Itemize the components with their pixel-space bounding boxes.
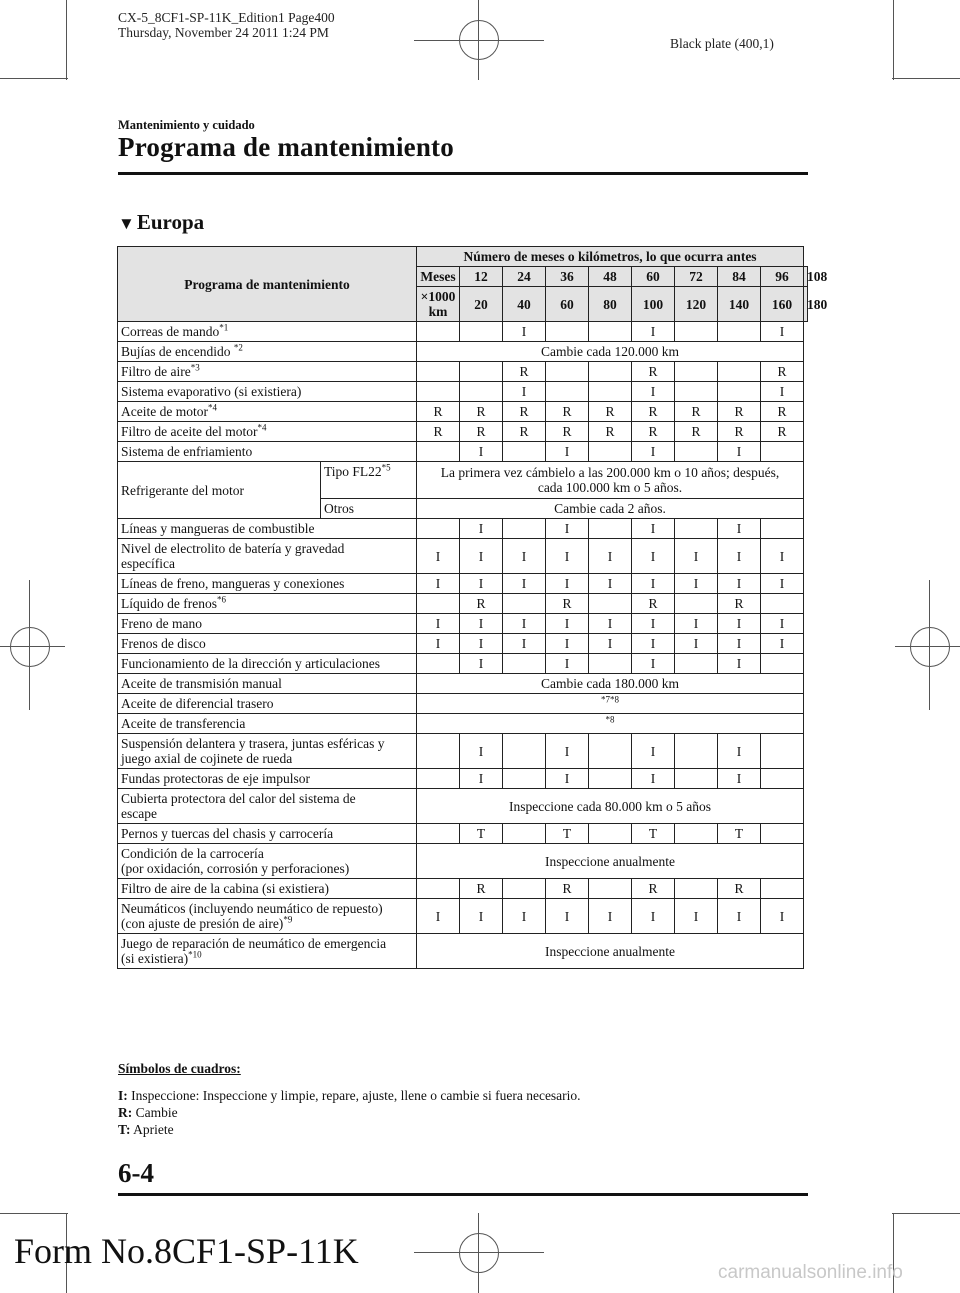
interval-cell: I (761, 539, 804, 574)
interval-cell (761, 442, 804, 462)
interval-cell (589, 734, 632, 769)
interval-cell: I (546, 442, 589, 462)
interval-cell: R (546, 422, 589, 442)
form-number: Form No.8CF1-SP-11K (14, 1231, 359, 1271)
interval-cell (589, 769, 632, 789)
table-row (118, 519, 808, 539)
interval-cell: I (718, 899, 761, 934)
header-interval-cell: 84 (718, 267, 761, 287)
interval-cell: I (546, 634, 589, 654)
interval-cell (675, 654, 718, 674)
interval-cell: I (718, 539, 761, 574)
interval-cell (761, 824, 804, 844)
interval-cell: I (460, 734, 503, 769)
interval-cell (675, 594, 718, 614)
interval-cell: I (503, 539, 546, 574)
header-interval-cell: 96 (761, 267, 804, 287)
interval-cell (675, 824, 718, 844)
interval-cell: I (460, 539, 503, 574)
interval-cell (460, 382, 503, 402)
header-interval-cell: 100 (632, 287, 675, 322)
row-label: Nivel de electrolito de batería y gravedad específica (118, 539, 417, 574)
interval-cell: R (632, 402, 675, 422)
interval-cell: R (632, 362, 675, 382)
interval-cell: I (460, 614, 503, 634)
row-label: Neumáticos (incluyendo neumático de repuesto) (con ajuste de presión de aire)$^{*9}$ (118, 899, 417, 934)
interval-cell: I (417, 614, 460, 634)
interval-cell: R (503, 362, 546, 382)
interval-cell: R (460, 594, 503, 614)
interval-cell: I (546, 519, 589, 539)
table-row (118, 574, 808, 594)
header-interval-cell: 140 (718, 287, 761, 322)
interval-cell: I (632, 539, 675, 574)
table-row (118, 342, 808, 362)
interval-cell (675, 382, 718, 402)
interval-cell: I (675, 539, 718, 574)
interval-cell: R (632, 879, 675, 899)
interval-cell: I (675, 634, 718, 654)
interval-cell: I (546, 769, 589, 789)
legend-item: T: Apriete (118, 1122, 174, 1137)
row-sublabel: Otros (321, 499, 417, 519)
interval-cell: I (718, 654, 761, 674)
header-interval-cell: 80 (589, 287, 632, 322)
interval-cell (589, 322, 632, 342)
row-label: Aceite de motor$^{*4}$ (118, 402, 417, 422)
interval-cell (546, 382, 589, 402)
interval-cell (503, 734, 546, 769)
region-heading (118, 210, 204, 235)
interval-cell (417, 654, 460, 674)
header-interval-cell: 24 (503, 267, 546, 287)
header-interval-cell: 48 (589, 267, 632, 287)
interval-cell (675, 442, 718, 462)
section-label: Mantenimiento y cuidado (118, 118, 255, 132)
interval-cell: R (675, 402, 718, 422)
interval-cell: I (761, 574, 804, 594)
table-row (118, 422, 808, 442)
page-title: Programa de mantenimiento (118, 132, 454, 162)
row-span-cell: Cambie cada 120.000 km (417, 342, 804, 362)
interval-cell: I (718, 734, 761, 769)
table-row (118, 539, 808, 574)
header-interval-cell: 36 (546, 267, 589, 287)
interval-cell (417, 519, 460, 539)
print-plate-label: Black plate (400,1) (670, 36, 774, 51)
interval-cell: R (632, 594, 675, 614)
interval-cell: I (761, 634, 804, 654)
interval-cell (718, 322, 761, 342)
header-row-title (118, 247, 808, 267)
table-row (118, 694, 808, 714)
row-label: Juego de reparación de neumático de emergencia (si existiera)$^{*10}$ (118, 934, 417, 969)
interval-cell (761, 879, 804, 899)
interval-cell (417, 442, 460, 462)
table-row (118, 402, 808, 422)
interval-cell: I (718, 634, 761, 654)
interval-cell: R (718, 422, 761, 442)
table-row (118, 462, 808, 499)
interval-cell: T (546, 824, 589, 844)
row-label: Sistema de enfriamiento (118, 442, 417, 462)
table-row (118, 654, 808, 674)
row-label: Correas de mando$^{*1}$ (118, 322, 417, 342)
row-label: Líneas de freno, mangueras y conexiones (118, 574, 417, 594)
interval-cell (675, 879, 718, 899)
interval-cell (675, 734, 718, 769)
interval-cell: I (503, 899, 546, 934)
title-rule (118, 172, 808, 175)
interval-cell: I (589, 634, 632, 654)
interval-cell: I (546, 654, 589, 674)
table-row (118, 714, 808, 734)
table-row (118, 899, 808, 934)
region-heading-text: Europa (136, 210, 205, 234)
interval-cell: I (417, 539, 460, 574)
interval-cell: I (675, 614, 718, 634)
row-span-cell: Inspeccione anualmente (417, 844, 804, 879)
interval-cell: I (546, 614, 589, 634)
row-label: Fundas protectoras de eje impulsor (118, 769, 417, 789)
header-corner: Programa de mantenimiento (118, 247, 417, 322)
row-label: Frenos de disco (118, 634, 417, 654)
interval-cell (675, 322, 718, 342)
table-row (118, 674, 808, 694)
interval-cell: I (589, 899, 632, 934)
row-label: Condición de la carrocería (por oxidación, corrosión y perforaciones) (118, 844, 417, 879)
interval-cell: I (460, 442, 503, 462)
interval-cell (675, 519, 718, 539)
interval-cell (503, 824, 546, 844)
row-span-cell: Cambie cada 180.000 km (417, 674, 804, 694)
table-row (118, 362, 808, 382)
interval-cell: R (503, 422, 546, 442)
table-row (118, 382, 808, 402)
interval-cell: R (761, 362, 804, 382)
maintenance-table (117, 246, 828, 969)
header-interval-cell: 72 (675, 267, 718, 287)
table-row (118, 734, 808, 769)
header-interval-cell: 60 (632, 267, 675, 287)
interval-cell: I (546, 734, 589, 769)
interval-cell (718, 382, 761, 402)
interval-cell (417, 362, 460, 382)
interval-cell: I (718, 769, 761, 789)
interval-cell: I (632, 382, 675, 402)
row-label: Funcionamiento de la dirección y articulaciones (118, 654, 417, 674)
bottom-rule (118, 1193, 808, 1196)
interval-cell (589, 654, 632, 674)
interval-cell: I (503, 614, 546, 634)
table-row (118, 769, 808, 789)
interval-cell: I (761, 322, 804, 342)
interval-cell: I (546, 539, 589, 574)
interval-cell: I (503, 322, 546, 342)
row-label: Refrigerante del motor (118, 462, 321, 519)
interval-cell: I (546, 899, 589, 934)
interval-cell: I (589, 614, 632, 634)
interval-cell (417, 382, 460, 402)
interval-cell: R (718, 594, 761, 614)
interval-cell: I (632, 769, 675, 789)
interval-cell: I (632, 519, 675, 539)
table-row (118, 789, 808, 824)
table-row (118, 634, 808, 654)
interval-cell (718, 362, 761, 382)
interval-cell: I (460, 654, 503, 674)
interval-cell: I (460, 899, 503, 934)
table-row (118, 844, 808, 879)
row-label: Suspensión delantera y trasera, juntas esféricas y juego axial de cojinete de rueda (118, 734, 417, 769)
interval-cell (503, 879, 546, 899)
print-file-line: CX-5_8CF1-SP-11K_Edition1 Page400 (118, 10, 335, 25)
interval-cell: I (761, 899, 804, 934)
interval-cell: R (460, 879, 503, 899)
interval-cell (417, 322, 460, 342)
row-span-cell: La primera vez cámbielo a las 200.000 km o 10 años; después, cada 100.000 km o 5 años. (417, 462, 804, 499)
header-interval-cell: 120 (675, 287, 718, 322)
row-label: Aceite de transmisión manual (118, 674, 417, 694)
interval-cell (589, 519, 632, 539)
interval-cell: R (632, 422, 675, 442)
header-interval-cell: 160 (761, 287, 804, 322)
interval-cell: I (718, 574, 761, 594)
row-span-cell: Inspeccione cada 80.000 km o 5 años (417, 789, 804, 824)
interval-cell: R (589, 422, 632, 442)
table-row (118, 322, 808, 342)
row-span-cell: *8 (417, 714, 804, 734)
interval-cell: R (460, 422, 503, 442)
header-interval-cell: 180 (804, 287, 808, 322)
row-label: Líneas y mangueras de combustible (118, 519, 417, 539)
legend-item: I: Inspeccione: Inspeccione y limpie, repare, ajuste, llene o cambie si fuera necesario. (118, 1088, 581, 1103)
interval-cell: T (632, 824, 675, 844)
interval-cell (761, 734, 804, 769)
row-label: Filtro de aire$^{*3}$ (118, 362, 417, 382)
interval-cell (503, 594, 546, 614)
header-interval-cell: 40 (503, 287, 546, 322)
interval-cell: I (503, 574, 546, 594)
row-label: Líquido de frenos$^{*6}$ (118, 594, 417, 614)
row-label: Aceite de diferencial trasero (118, 694, 417, 714)
interval-cell: R (417, 402, 460, 422)
legend-heading: Símbolos de cuadros: (118, 1061, 241, 1076)
interval-cell: R (761, 402, 804, 422)
table-row (118, 934, 808, 969)
print-date-line: Thursday, November 24 2011 1:24 PM (118, 25, 329, 40)
interval-cell (675, 769, 718, 789)
interval-cell: I (503, 634, 546, 654)
row-label: Freno de mano (118, 614, 417, 634)
interval-cell: I (675, 899, 718, 934)
interval-cell: I (546, 574, 589, 594)
legend (118, 1060, 808, 1138)
interval-cell (589, 879, 632, 899)
interval-cell: R (761, 422, 804, 442)
interval-cell (546, 362, 589, 382)
interval-cell (589, 824, 632, 844)
interval-cell: I (632, 614, 675, 634)
interval-cell: I (718, 519, 761, 539)
interval-cell (503, 654, 546, 674)
row-label: Cubierta protectora del calor del sistema de escape (118, 789, 417, 824)
table-row (118, 614, 808, 634)
row-label: Filtro de aire de la cabina (si existiera) (118, 879, 417, 899)
interval-cell: R (718, 879, 761, 899)
interval-cell (503, 769, 546, 789)
interval-cell: I (460, 574, 503, 594)
interval-cell: I (718, 442, 761, 462)
interval-cell (761, 769, 804, 789)
interval-cell: R (460, 402, 503, 422)
interval-cell: R (546, 594, 589, 614)
row-label: Sistema evaporativo (si existiera) (118, 382, 417, 402)
row-span-cell: *7*8 (417, 694, 804, 714)
interval-cell: I (761, 382, 804, 402)
page-number: 6-4 (118, 1158, 154, 1188)
interval-cell: R (546, 879, 589, 899)
interval-cell: R (503, 402, 546, 422)
interval-cell (417, 824, 460, 844)
interval-cell: I (632, 654, 675, 674)
interval-cell: R (546, 402, 589, 422)
table-row (118, 824, 808, 844)
interval-cell: R (718, 402, 761, 422)
row-sublabel: Tipo FL22$^{*5}$ (321, 462, 417, 499)
header-interval-cell: 20 (460, 287, 503, 322)
interval-cell (589, 382, 632, 402)
interval-cell: R (589, 402, 632, 422)
row-span-cell: Inspeccione anualmente (417, 934, 804, 969)
interval-cell: I (589, 574, 632, 594)
legend-item: R: Cambie (118, 1105, 178, 1120)
interval-cell: I (589, 539, 632, 574)
interval-cell (761, 519, 804, 539)
header-months-label: Meses (417, 267, 460, 287)
interval-cell: I (632, 899, 675, 934)
header-km-label: ×1000 km (417, 287, 460, 322)
interval-cell (546, 322, 589, 342)
interval-cell: I (632, 634, 675, 654)
interval-cell (589, 442, 632, 462)
row-span-cell: Cambie cada 2 años. (417, 499, 804, 519)
interval-cell: T (460, 824, 503, 844)
header-interval-cell: 60 (546, 287, 589, 322)
interval-cell: R (417, 422, 460, 442)
interval-cell (460, 362, 503, 382)
interval-cell (417, 594, 460, 614)
row-label: Bujías de encendido $^{*2}$ (118, 342, 417, 362)
interval-cell: I (761, 614, 804, 634)
row-label: Filtro de aceite del motor$^{*4}$ (118, 422, 417, 442)
interval-cell: I (417, 899, 460, 934)
interval-cell: I (460, 634, 503, 654)
interval-cell: I (718, 614, 761, 634)
header-span-title: Número de meses o kilómetros, lo que ocurra antes (417, 247, 804, 267)
interval-cell: I (632, 734, 675, 769)
interval-cell: I (503, 382, 546, 402)
interval-cell: I (632, 574, 675, 594)
interval-cell: I (417, 574, 460, 594)
interval-cell (761, 654, 804, 674)
watermark: carmanualsonline.info (718, 1262, 903, 1283)
interval-cell (589, 594, 632, 614)
interval-cell: I (417, 634, 460, 654)
interval-cell: R (675, 422, 718, 442)
interval-cell (761, 594, 804, 614)
interval-cell (503, 519, 546, 539)
triangle-down-icon: ▼ (118, 214, 135, 233)
row-label: Pernos y tuercas del chasis y carrocería (118, 824, 417, 844)
interval-cell (589, 362, 632, 382)
interval-cell (417, 734, 460, 769)
interval-cell (503, 442, 546, 462)
interval-cell (417, 879, 460, 899)
interval-cell: I (460, 769, 503, 789)
header-interval-cell: 12 (460, 267, 503, 287)
interval-cell: I (675, 574, 718, 594)
header-interval-cell: 108 (804, 267, 808, 287)
interval-cell (460, 322, 503, 342)
table-row (118, 442, 808, 462)
interval-cell: I (632, 442, 675, 462)
table-row (118, 594, 808, 614)
interval-cell: I (460, 519, 503, 539)
interval-cell: T (718, 824, 761, 844)
interval-cell (417, 769, 460, 789)
interval-cell: I (632, 322, 675, 342)
interval-cell (675, 362, 718, 382)
row-label: Aceite de transferencia (118, 714, 417, 734)
table-row (118, 879, 808, 899)
